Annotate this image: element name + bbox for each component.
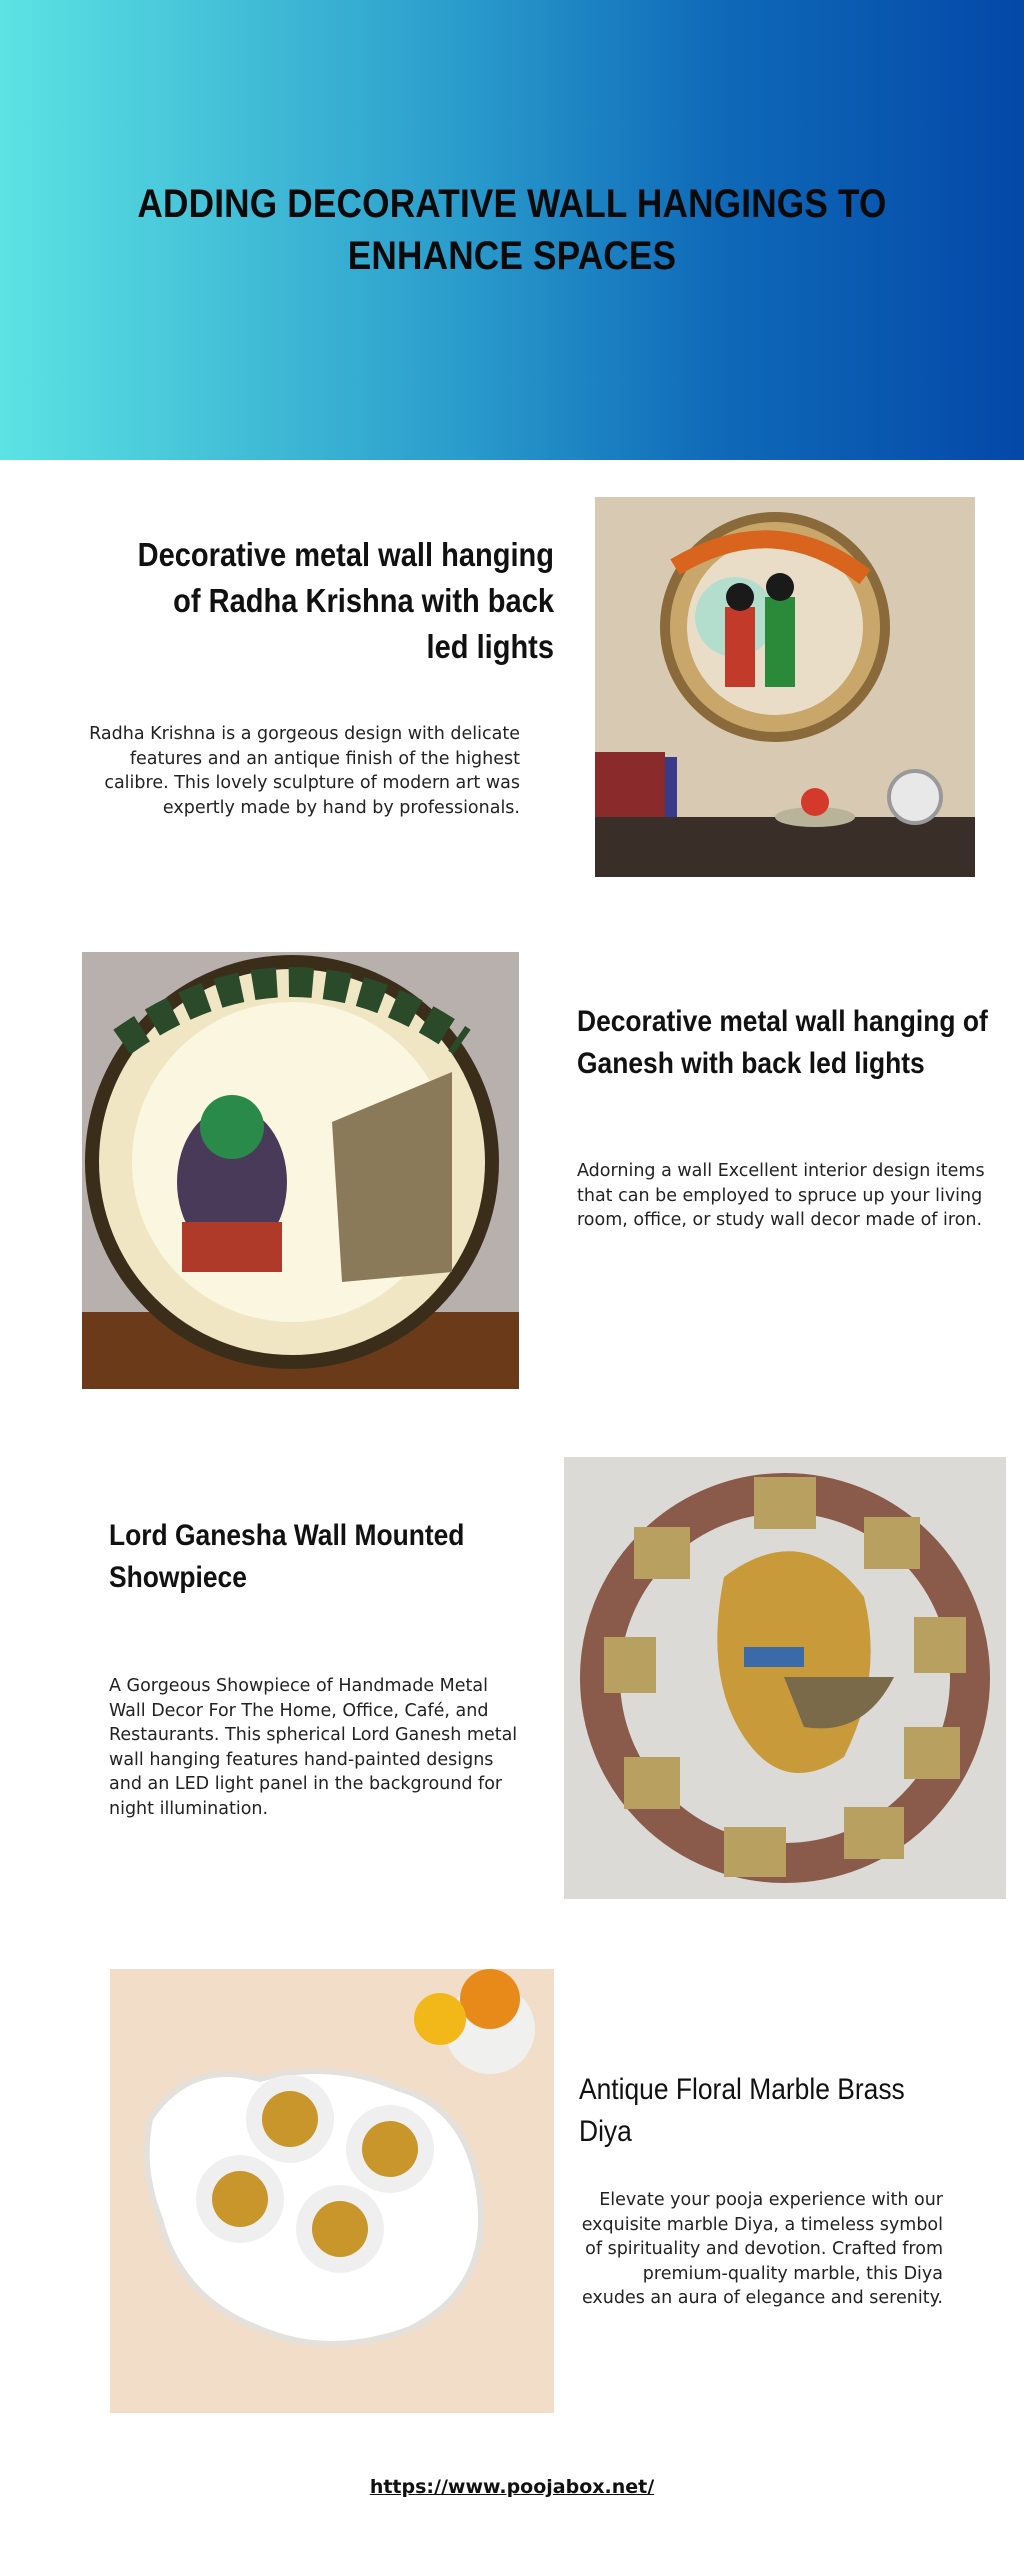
marble-diya-photo <box>110 1969 554 2413</box>
ganesh-led-photo <box>82 952 519 1389</box>
section-1-heading: Decorative metal wall hanging of Radha Krishna with back led lights <box>137 536 555 665</box>
section-4-description: Elevate your pooja experience with our exquisite marble Diya, a timeless symbol of spirituality and devotion. Crafted from premium-quality marble, this Diya exudes an aura of elegance and serenity. <box>581 2190 943 2308</box>
ganesha-showpiece-photo <box>564 1457 1006 1899</box>
section-2-heading: Decorative metal wall hanging of Ganesh with back led lights <box>577 1005 988 1080</box>
hero-banner <box>0 0 1024 460</box>
website-link[interactable]: https://www.poojabox.net/ <box>369 2476 655 2498</box>
section-3-description: A Gorgeous Showpiece of Handmade Metal Wall Decor For The Home, Office, Café, and Restaurants. This spherical Lord Ganesh metal wall hanging features hand-painted designs and an LED light panel in the background for night illumination. <box>109 1676 518 1819</box>
page-title: ADDING DECORATIVE WALL HANGINGS TO ENHANCE SPACES <box>137 182 887 278</box>
section-1-description: Radha Krishna is a gorgeous design with delicate features and an antique finish of the highest calibre. This lovely sculpture of modern art was expertly made by hand by professionals. <box>89 724 520 818</box>
radha-krishna-photo <box>595 497 975 877</box>
section-2-description: Adorning a wall Excellent interior design items that can be employed to spruce up your living room, office, or study wall decor made of iron. <box>577 1161 985 1230</box>
section-4-heading: Antique Floral Marble Brass Diya <box>579 2073 905 2148</box>
section-3-heading: Lord Ganesha Wall Mounted Showpiece <box>109 1519 465 1594</box>
